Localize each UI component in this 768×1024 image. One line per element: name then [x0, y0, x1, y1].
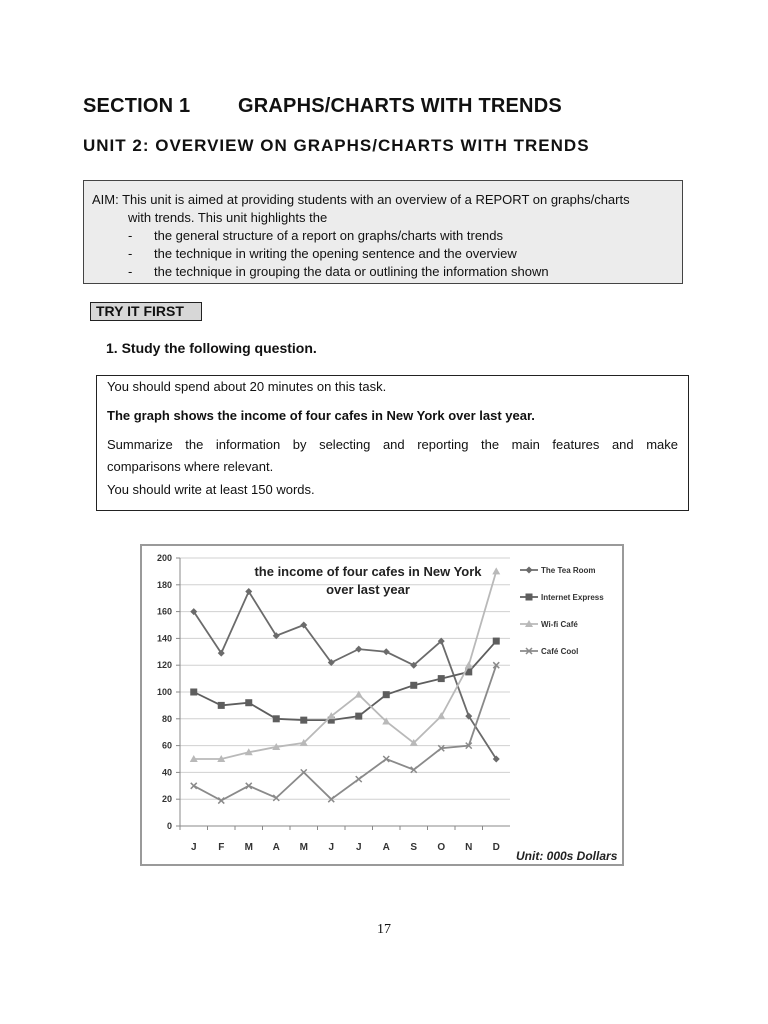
legend-entry — [520, 647, 578, 656]
aim-bullet — [92, 263, 674, 281]
data-point — [356, 776, 362, 782]
data-point — [355, 646, 362, 653]
y-tick-label: 40 — [161, 767, 172, 778]
series-1 — [190, 638, 500, 724]
y-tick-label: 60 — [161, 740, 172, 751]
aim-bullet-text: the technique in grouping the data or outlining the information shown — [154, 264, 549, 279]
x-tick-label: A — [272, 842, 280, 853]
legend-marker — [526, 594, 533, 601]
series-line — [194, 665, 497, 800]
y-tick-label: 120 — [156, 660, 172, 671]
task-time-note: You should spend about 20 minutes on this task. — [107, 379, 387, 394]
data-point — [190, 689, 197, 696]
try-it-first-badge: TRY IT FIRST — [90, 302, 202, 321]
data-point — [492, 567, 500, 574]
x-tick-label: O — [437, 842, 446, 853]
chart-axes — [157, 553, 510, 853]
question-label: 1. Study the following question. — [106, 340, 317, 356]
x-tick-label: A — [382, 842, 390, 853]
unit-title: UNIT 2: OVERVIEW ON GRAPHS/CHARTS WITH TRENDS — [83, 136, 590, 155]
section-title: GRAPHS/CHARTS WITH TRENDS — [238, 95, 562, 117]
y-tick-label: 200 — [156, 553, 172, 563]
x-tick-label: J — [328, 842, 335, 853]
income-chart — [140, 544, 624, 866]
y-tick-label: 140 — [156, 633, 172, 644]
aim-bullet — [92, 245, 674, 263]
legend-label: Wi-fi Café — [541, 620, 578, 629]
aim-line-1: AIM: This unit is aimed at providing students with an overview of a REPORT on graphs/charts — [92, 192, 630, 207]
legend-label: The Tea Room — [541, 566, 596, 575]
y-tick-label: 20 — [161, 794, 172, 805]
chart-legend — [520, 566, 604, 656]
task-box — [96, 375, 689, 511]
data-point — [493, 638, 500, 645]
aim-bullet — [92, 227, 674, 245]
aim-line-2: with trends. This unit highlights the — [128, 210, 328, 225]
chart-title-line-1: the income of four cafes in New York — [254, 564, 482, 579]
chart-title-line-2: over last year — [326, 582, 410, 597]
x-tick-label: M — [244, 842, 253, 853]
chart-unit-label: Unit: 000s Dollars — [516, 849, 618, 863]
legend-entry — [520, 593, 604, 602]
data-point — [300, 717, 307, 724]
aim-bullet-text: the general structure of a report on graphs/charts with trends — [154, 228, 504, 243]
data-point — [355, 713, 362, 720]
data-point — [245, 699, 252, 706]
dash-icon: - — [128, 264, 133, 279]
legend-marker — [526, 567, 533, 574]
data-point — [437, 712, 445, 719]
chart-series — [190, 567, 501, 803]
task-instruction: Summarize the information by selecting and reporting the main features and make — [107, 437, 678, 452]
data-point — [410, 682, 417, 689]
section-heading — [83, 95, 562, 118]
x-tick-label: S — [410, 842, 418, 853]
chart-svg — [142, 546, 622, 864]
x-tick-label: J — [355, 842, 362, 853]
data-point — [218, 702, 225, 709]
data-point — [218, 798, 224, 804]
aim-box — [83, 180, 683, 284]
legend-label: Internet Express — [541, 593, 604, 602]
dash-icon: - — [128, 228, 133, 243]
y-tick-label: 80 — [161, 713, 172, 724]
data-point — [191, 783, 197, 789]
x-tick-label: D — [492, 842, 500, 853]
page-number: 17 — [377, 922, 391, 937]
x-tick-label: N — [465, 842, 473, 853]
series-line — [194, 641, 497, 720]
series-3 — [191, 662, 500, 803]
legend-label: Café Cool — [541, 647, 579, 656]
y-tick-label: 180 — [156, 579, 172, 590]
series-line — [194, 592, 497, 760]
y-tick-label: 0 — [166, 821, 172, 831]
task-instruction-cont: comparisons where relevant. — [107, 459, 274, 474]
legend-entry — [520, 620, 578, 629]
data-point — [383, 691, 390, 698]
task-prompt: The graph shows the income of four cafes in New York over last year. — [107, 408, 535, 423]
data-point — [273, 715, 280, 722]
x-tick-label: M — [299, 842, 308, 853]
y-tick-label: 160 — [156, 606, 172, 617]
data-point — [383, 648, 390, 655]
task-word-count: You should write at least 150 words. — [107, 482, 315, 497]
data-point — [438, 675, 445, 682]
y-tick-label: 100 — [156, 687, 172, 697]
x-tick-label: F — [218, 842, 225, 853]
section-number: SECTION 1 — [83, 95, 191, 117]
x-tick-label: J — [190, 842, 197, 853]
legend-entry — [520, 566, 596, 575]
aim-bullet-text: the technique in writing the opening sentence and the overview — [154, 246, 517, 261]
dash-icon: - — [128, 246, 133, 261]
